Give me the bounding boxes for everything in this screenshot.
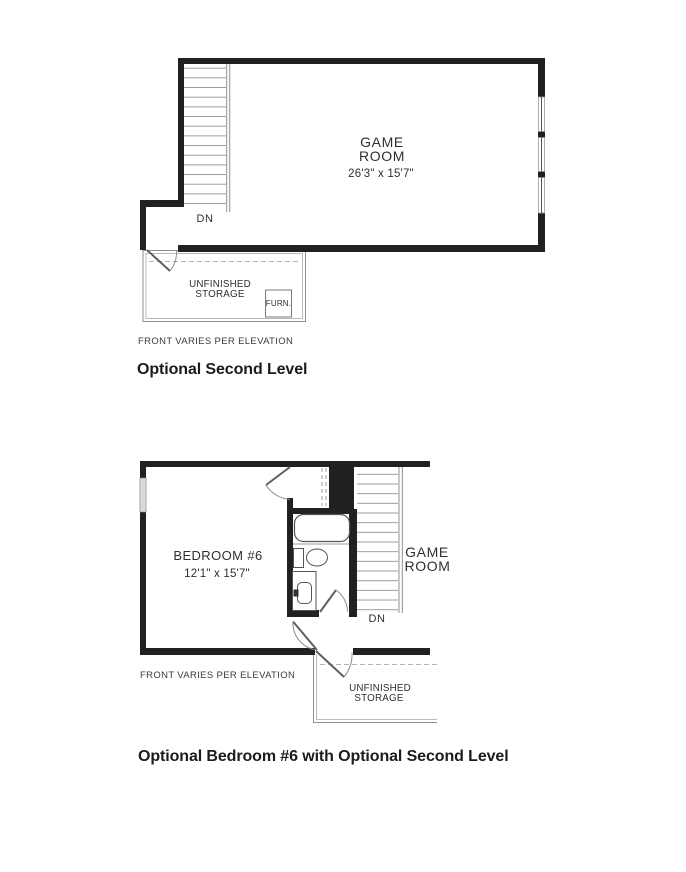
sink-icon	[298, 583, 312, 604]
bottom-stairs-dn-label: DN	[368, 613, 386, 625]
top-plan-title: Optional Second Level	[137, 361, 308, 378]
top-right-windows	[539, 97, 545, 213]
plan-top	[140, 58, 545, 322]
bottom-elevation-note: FRONT VARIES PER ELEVATION	[140, 670, 296, 681]
bottom-game-room-label-line2: ROOM	[404, 558, 451, 574]
top-stairs-treads	[184, 63, 226, 208]
window-icon	[140, 478, 146, 512]
toilet-bowl-icon	[307, 549, 328, 566]
bathroom-fixtures	[293, 515, 350, 611]
top-stairs	[184, 63, 230, 212]
bedroom-label: BEDROOM #6	[173, 548, 263, 563]
bottom-storage-label-line1: UNFINISHED	[349, 683, 411, 694]
bottom-game-room-label-line1: GAME	[405, 544, 449, 560]
closet-rod-dashes	[322, 468, 326, 506]
bedroom-dims: 12'1" x 15'7"	[184, 568, 250, 580]
top-game-room-dims: 26'3" x 15'7"	[348, 168, 414, 180]
plan-bottom	[140, 461, 451, 723]
top-game-room-label-line1: GAME	[360, 134, 404, 150]
hall-door	[293, 622, 317, 651]
bathtub-icon	[295, 515, 350, 542]
chase-solid-block	[329, 461, 354, 509]
top-storage-label-line1: UNFINISHED	[189, 279, 251, 290]
door-leaf	[320, 590, 336, 612]
bottom-storage-label-line2: STORAGE	[354, 693, 404, 704]
toilet-tank-icon	[294, 549, 304, 568]
top-game-room-label-line2: ROOM	[359, 148, 405, 164]
door-swing-arc	[336, 590, 348, 612]
furnace-label: FURN.	[265, 299, 292, 308]
top-stairs-dn-label: DN	[196, 213, 214, 225]
bottom-plan-title: Optional Bedroom #6 with Optional Second Level	[138, 748, 509, 765]
faucet-icon	[294, 590, 299, 597]
bathroom-door	[320, 590, 348, 612]
door-swing-arc	[266, 485, 290, 500]
bedroom-door	[266, 467, 290, 500]
top-storage-label-line2: STORAGE	[195, 289, 245, 300]
top-elevation-note: FRONT VARIES PER ELEVATION	[138, 336, 294, 347]
bottom-stairs-treads	[357, 467, 398, 612]
bottom-stairs	[357, 467, 402, 613]
door-leaf	[266, 467, 290, 485]
